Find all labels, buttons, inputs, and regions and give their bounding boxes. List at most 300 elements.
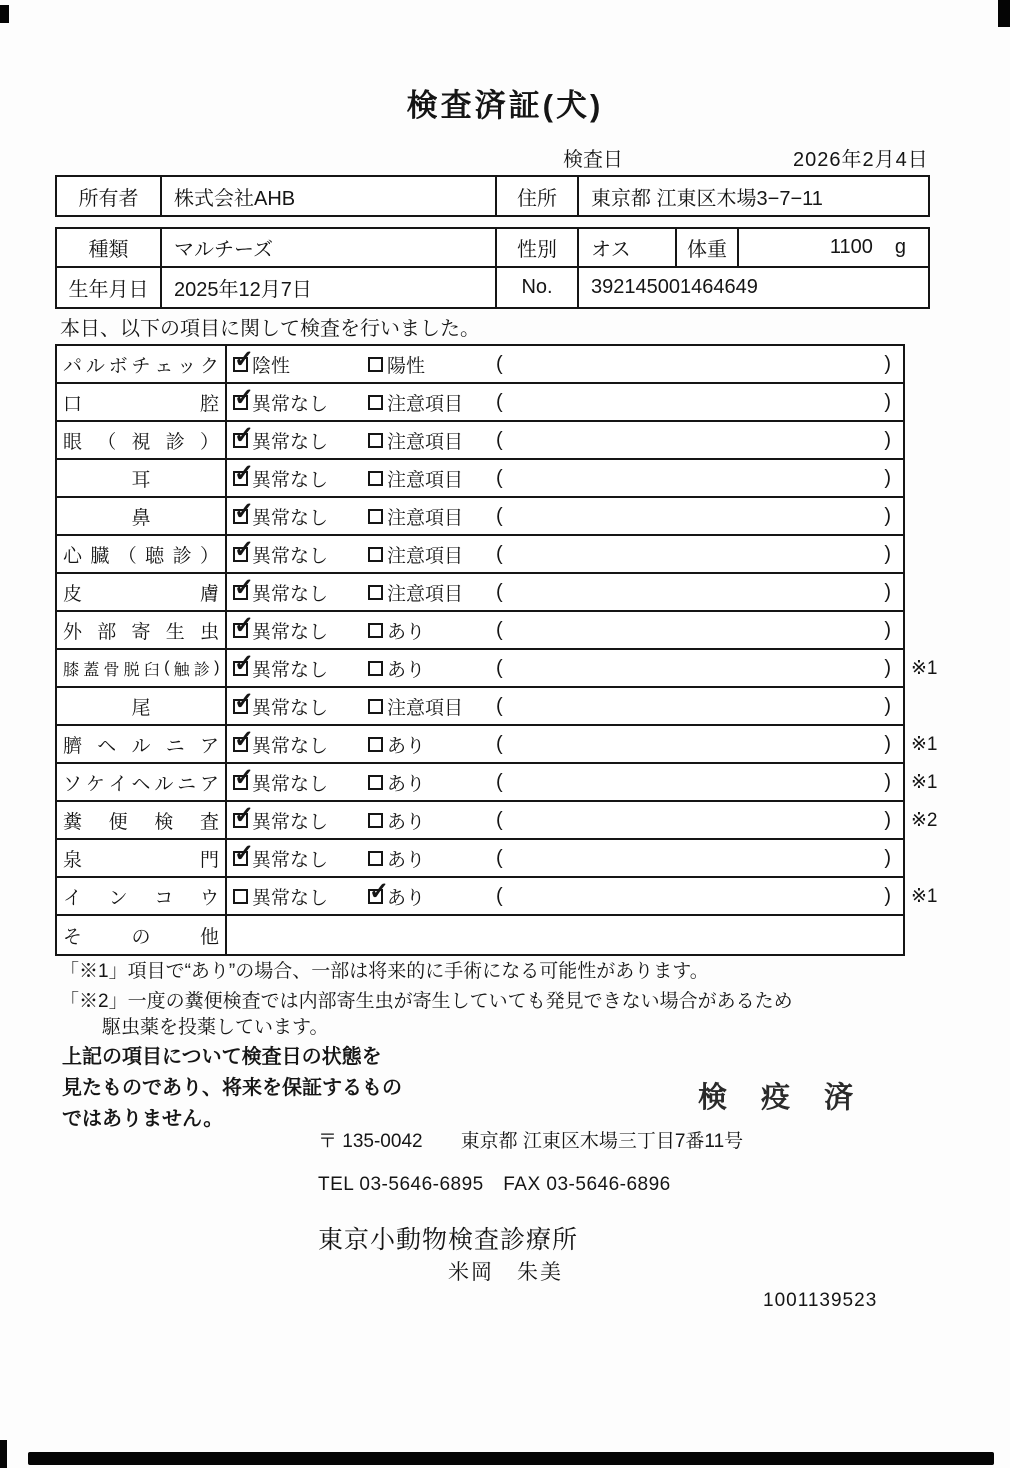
row-content — [227, 536, 903, 572]
row-content — [227, 422, 903, 458]
inspection-table — [55, 344, 938, 956]
row-label — [57, 536, 227, 572]
row-label-char: 膝 — [63, 661, 79, 679]
opt1-label: 異常なし — [252, 545, 329, 567]
row-label-char: 骨 — [103, 661, 119, 679]
weight-value — [739, 229, 928, 266]
breed-value: マルチーズ — [162, 229, 497, 266]
remarks-field — [492, 840, 903, 876]
no-value: 392145001464649 — [591, 276, 758, 298]
close-paren: ) — [884, 618, 891, 641]
opt1-label: 異常なし — [252, 887, 329, 909]
checked-checkbox — [233, 421, 255, 449]
unchecked-checkbox — [368, 585, 383, 600]
disclaimer-line-2: 見たものであり、将来を保証するもの — [62, 1077, 402, 1099]
address-label: 住所 — [497, 177, 579, 215]
check-mark-icon: ✓ — [234, 649, 255, 677]
inspection-date-value: 2026年2月4日 — [793, 149, 929, 171]
row-label-char: チ — [131, 355, 151, 377]
row-label-char: 臍 — [63, 735, 83, 757]
inspection-row — [57, 498, 903, 536]
owner-label: 所有者 — [57, 177, 162, 215]
row-content — [227, 612, 903, 648]
weight-unit: g — [894, 236, 906, 258]
close-paren: ) — [884, 656, 891, 679]
birthdate-label: 生年月日 — [57, 268, 162, 307]
open-paren: ( — [496, 428, 503, 451]
opt1-label: 異常なし — [252, 621, 329, 643]
remarks-field — [492, 498, 903, 534]
opt2-label: 注意項目 — [387, 583, 464, 605]
check-mark-icon: ✓ — [369, 877, 390, 905]
opt1-cell — [227, 840, 362, 876]
close-paren: ) — [884, 542, 891, 565]
row-label-char: 他 — [199, 926, 219, 948]
row-label-char: 門 — [199, 849, 219, 871]
checked-checkbox — [233, 649, 255, 677]
opt1-label: 異常なし — [252, 507, 329, 529]
opt2-label: あり — [387, 887, 426, 909]
opt1-label: 陰性 — [252, 355, 291, 377]
inspection-date-label: 検査日 — [563, 149, 623, 171]
checked-checkbox — [233, 801, 255, 829]
opt1-label: 異常なし — [252, 811, 329, 833]
opt1-cell — [227, 688, 362, 724]
inspection-row — [57, 422, 903, 460]
checked-checkbox — [233, 725, 255, 753]
footnote-2-continued: 駆虫薬を投薬しています。 — [102, 1017, 329, 1038]
row-label-char: 診 — [165, 431, 185, 453]
owner-value: 株式会社AHB — [162, 177, 497, 215]
breed-label: 種類 — [57, 229, 162, 266]
row-label — [57, 384, 227, 420]
unchecked-checkbox — [368, 851, 383, 866]
scan-artifact-top-right — [998, 0, 1010, 27]
opt2-label: あり — [387, 773, 426, 795]
row-label-char: イ — [108, 773, 128, 795]
pet-table — [55, 227, 930, 309]
quarantine-stamp: 検 疫 済 — [698, 1082, 867, 1114]
remarks-field — [492, 574, 903, 610]
document-title: 検査済証(犬) — [406, 88, 604, 123]
row-label-char: 鼻 — [131, 507, 151, 529]
row-label-char: 臓 — [90, 545, 110, 567]
row-label — [57, 574, 227, 610]
row-label-char: ル — [131, 735, 151, 757]
inspection-row — [57, 763, 938, 802]
row-label-char: 触 — [173, 661, 190, 679]
inspection-row — [57, 840, 903, 878]
opt2-label: 注意項目 — [387, 393, 464, 415]
row-label-char: ） — [199, 431, 219, 453]
opt1-cell — [227, 346, 362, 382]
opt2-cell — [362, 536, 492, 572]
row-label-char: ク — [199, 355, 219, 377]
open-paren: ( — [496, 352, 503, 375]
opt2-label: 陽性 — [387, 355, 426, 377]
checked-checkbox — [233, 611, 255, 639]
opt2-cell — [362, 498, 492, 534]
address-value: 東京都 江東区木場3−7−11 — [591, 187, 823, 210]
row-label-char: ェ — [154, 355, 174, 377]
remarks-field — [492, 346, 903, 382]
sex-value: オス — [579, 229, 677, 266]
opt1-cell — [227, 802, 362, 838]
row-label-char: の — [131, 926, 151, 948]
row-label — [57, 422, 227, 458]
row-label-char: 生 — [165, 621, 185, 643]
open-paren: ( — [496, 732, 503, 755]
opt2-label: あり — [387, 849, 426, 871]
row-label-char: 糞 — [63, 811, 83, 833]
intro-text: 本日、以下の項目に関して検査を行いました。 — [60, 318, 480, 340]
unchecked-checkbox — [368, 509, 383, 524]
row-label — [57, 764, 227, 800]
remarks-field — [492, 612, 903, 648]
opt1-cell — [227, 498, 362, 534]
opt1-cell — [227, 460, 362, 496]
row-content — [227, 688, 903, 724]
row-label-char: 査 — [199, 811, 219, 833]
row-label-char: 腔 — [199, 393, 219, 415]
pet-table-row-birth — [57, 268, 928, 307]
row-label-char: 診 — [172, 545, 192, 567]
close-paren: ) — [884, 694, 891, 717]
opt2-cell — [362, 688, 492, 724]
remarks-field — [492, 384, 903, 420]
disclaimer-line-3: ではありません。 — [62, 1108, 224, 1130]
scan-artifact-bottom-left — [0, 1440, 7, 1468]
row-label — [57, 498, 227, 534]
row-label-char: ( — [164, 659, 169, 676]
open-paren: ( — [496, 656, 503, 679]
scan-artifact-top-left — [0, 5, 9, 23]
open-paren: ( — [496, 884, 503, 907]
unchecked-checkbox — [368, 547, 383, 562]
row-label-char: ケ — [85, 773, 105, 795]
row-content — [227, 384, 903, 420]
opt1-label: 異常なし — [252, 735, 329, 757]
footnote-marker: ※1 — [911, 886, 938, 907]
row-label-char: 心 — [63, 545, 83, 567]
check-mark-icon: ✓ — [234, 535, 255, 563]
row-label-char: 耳 — [131, 469, 151, 491]
close-paren: ) — [884, 884, 891, 907]
open-paren: ( — [496, 808, 503, 831]
remarks-field — [492, 460, 903, 496]
checked-checkbox — [233, 535, 255, 563]
serial-number: 1001139523 — [763, 1290, 878, 1311]
inspection-row — [57, 612, 903, 650]
row-label — [57, 346, 227, 382]
opt1-cell — [227, 764, 362, 800]
opt1-label: 異常なし — [252, 393, 329, 415]
remarks-field — [492, 764, 903, 800]
row-label-char: 部 — [97, 621, 117, 643]
opt2-cell — [362, 726, 492, 762]
row-label-char: ボ — [108, 355, 128, 377]
no-label: No. — [497, 268, 579, 307]
open-paren: ( — [496, 846, 503, 869]
check-mark-icon: ✓ — [234, 725, 255, 753]
footnote-2: 「※2」一度の糞便検査では内部寄生虫が寄生していても発見できない場合があるため — [60, 991, 793, 1012]
row-label — [57, 726, 227, 762]
row-content — [227, 764, 903, 800]
close-paren: ) — [884, 808, 891, 831]
weight-number: 1100 — [829, 236, 873, 258]
row-label-char: ヘ — [97, 735, 117, 757]
opt1-label: 異常なし — [252, 773, 329, 795]
checked-checkbox — [233, 763, 255, 791]
row-label-char: 視 — [131, 431, 151, 453]
row-label-char: ル — [154, 773, 174, 795]
tel-fax-line: TEL 03-5646-6895 FAX 03-5646-6896 — [318, 1174, 671, 1195]
opt1-cell — [227, 536, 362, 572]
opt1-cell — [227, 384, 362, 420]
row-label-char: 検 — [154, 811, 174, 833]
check-mark-icon: ✓ — [234, 421, 255, 449]
inspection-row — [57, 536, 903, 574]
opt2-cell — [362, 764, 492, 800]
remarks-field — [492, 688, 903, 724]
opt2-cell — [362, 802, 492, 838]
row-label-char: コ — [154, 887, 174, 909]
inspection-row — [57, 460, 903, 498]
opt2-label: 注意項目 — [387, 431, 464, 453]
inspection-row — [57, 916, 903, 954]
row-label-char: ア — [199, 735, 219, 757]
open-paren: ( — [496, 618, 503, 641]
unchecked-checkbox — [233, 889, 248, 904]
open-paren: ( — [496, 504, 503, 527]
row-label — [57, 916, 227, 954]
remarks-field — [492, 536, 903, 572]
footnote-marker: ※1 — [911, 772, 938, 793]
row-content — [227, 574, 903, 610]
opt2-label: 注意項目 — [387, 697, 464, 719]
check-mark-icon: ✓ — [234, 573, 255, 601]
unchecked-checkbox — [368, 661, 383, 676]
unchecked-checkbox — [368, 737, 383, 752]
row-label — [57, 460, 227, 496]
row-label-char: 眼 — [63, 431, 83, 453]
row-label-char: 尾 — [131, 697, 151, 719]
row-label-char: 診 — [193, 661, 210, 679]
row-label-char: 虫 — [199, 621, 219, 643]
opt2-cell — [362, 650, 492, 686]
check-mark-icon: ✓ — [234, 383, 255, 411]
close-paren: ) — [884, 428, 891, 451]
row-content — [227, 802, 903, 838]
row-content — [227, 726, 903, 762]
opt2-label: 注意項目 — [387, 469, 464, 491]
row-label — [57, 650, 227, 686]
check-mark-icon: ✓ — [234, 839, 255, 867]
footnote-1: 「※1」項目で“あり”の場合、一部は将来的に手術になる可能性があります。 — [60, 961, 709, 982]
close-paren: ) — [884, 504, 891, 527]
row-label — [57, 878, 227, 914]
row-label-char: 寄 — [131, 621, 151, 643]
opt1-cell — [227, 650, 362, 686]
checked-checkbox — [233, 345, 255, 373]
row-label-char: ウ — [199, 887, 219, 909]
inspection-row — [57, 725, 938, 764]
opt1-cell — [227, 726, 362, 762]
row-content — [227, 916, 903, 954]
unchecked-checkbox — [368, 623, 383, 638]
row-label-char: 皮 — [63, 583, 83, 605]
clinic-name: 東京小動物検査診療所 — [318, 1226, 579, 1254]
check-mark-icon: ✓ — [234, 763, 255, 791]
row-label-char: ヘ — [131, 773, 151, 795]
birthdate-value: 2025年12月7日 — [162, 268, 497, 307]
close-paren: ) — [884, 390, 891, 413]
row-label-char: 蓋 — [83, 661, 99, 679]
row-label — [57, 612, 227, 648]
opt2-cell — [362, 840, 492, 876]
checked-checkbox — [233, 839, 255, 867]
opt2-label: あり — [387, 621, 426, 643]
row-label-char: ) — [214, 659, 219, 676]
close-paren: ) — [884, 732, 891, 755]
opt1-label: 異常なし — [252, 659, 329, 681]
row-label-char: 臼 — [143, 661, 160, 679]
disclaimer-text — [62, 1042, 402, 1135]
clinic-postal-line — [318, 1126, 743, 1153]
remarks-field — [492, 802, 903, 838]
inspection-row — [57, 649, 938, 688]
veterinarian-name: 米岡 朱美 — [448, 1261, 563, 1284]
checked-checkbox — [233, 459, 255, 487]
unchecked-checkbox — [368, 471, 383, 486]
footnote-marker: ※1 — [911, 658, 938, 679]
unchecked-checkbox — [368, 395, 383, 410]
opt1-cell — [227, 878, 362, 914]
close-paren: ) — [884, 466, 891, 489]
remarks-field — [492, 878, 903, 914]
row-label-char: ル — [85, 355, 105, 377]
row-content — [227, 840, 903, 876]
remarks-field — [492, 422, 903, 458]
check-mark-icon: ✓ — [234, 801, 255, 829]
row-content — [227, 498, 903, 534]
disclaimer-line-1: 上記の項目について検査日の状態を — [62, 1046, 382, 1068]
row-label-char: （ — [97, 431, 117, 453]
unchecked-checkbox — [368, 775, 383, 790]
check-mark-icon: ✓ — [234, 611, 255, 639]
row-label — [57, 688, 227, 724]
row-label-char: 脱 — [123, 661, 140, 679]
opt2-label: あり — [387, 659, 426, 681]
inspection-row — [57, 801, 938, 840]
footnote-marker: ※1 — [911, 734, 938, 755]
row-label-char: ッ — [177, 355, 197, 377]
open-paren: ( — [496, 694, 503, 717]
checked-checkbox — [233, 497, 255, 525]
row-label-char: ニ — [177, 773, 197, 795]
row-label-char: 泉 — [63, 849, 83, 871]
open-paren: ( — [496, 390, 503, 413]
check-mark-icon: ✓ — [234, 459, 255, 487]
row-label-char: ア — [199, 773, 219, 795]
inspection-row — [57, 346, 903, 384]
opt2-label: あり — [387, 735, 426, 757]
inspection-row — [57, 877, 938, 916]
open-paren: ( — [496, 770, 503, 793]
postal-code: 〒 135-0042 — [318, 1131, 423, 1152]
open-paren: ( — [496, 542, 503, 565]
row-label-char: 膚 — [199, 583, 219, 605]
opt2-label: 注意項目 — [387, 507, 464, 529]
opt2-cell — [362, 346, 492, 382]
row-label-char: ソ — [63, 773, 83, 795]
inspection-row — [57, 688, 903, 726]
opt1-cell — [227, 574, 362, 610]
inspection-row — [57, 574, 903, 612]
owner-table — [55, 175, 930, 217]
check-mark-icon: ✓ — [234, 687, 255, 715]
row-content — [227, 346, 903, 382]
open-paren: ( — [496, 466, 503, 489]
opt1-label: 異常なし — [252, 697, 329, 719]
inspection-row — [57, 384, 903, 422]
row-content — [227, 460, 903, 496]
row-label — [57, 802, 227, 838]
opt1-label: 異常なし — [252, 583, 329, 605]
check-mark-icon: ✓ — [234, 497, 255, 525]
opt2-label: あり — [387, 811, 426, 833]
row-label-char: そ — [63, 926, 83, 948]
remarks-field — [492, 650, 903, 686]
opt1-cell — [227, 422, 362, 458]
opt2-cell — [362, 574, 492, 610]
row-label-char: 便 — [108, 811, 128, 833]
opt2-cell — [362, 384, 492, 420]
scan-artifact-bottom-bar — [28, 1452, 994, 1465]
unchecked-checkbox — [368, 433, 383, 448]
weight-label: 体重 — [677, 229, 739, 266]
opt1-label: 異常なし — [252, 849, 329, 871]
pet-table-row-breed — [57, 229, 928, 268]
checked-checkbox — [233, 573, 255, 601]
row-label-char: ン — [108, 887, 128, 909]
row-label-char: 外 — [63, 621, 83, 643]
clinic-address: 東京都 江東区木場三丁目7番11号 — [460, 1131, 744, 1152]
row-label-char: 口 — [63, 393, 83, 415]
row-label-char: ） — [199, 545, 219, 567]
checked-checkbox — [233, 383, 255, 411]
row-content — [227, 878, 903, 914]
row-label-char: （ — [117, 545, 137, 567]
row-label-char: イ — [63, 887, 83, 909]
checked-checkbox — [368, 877, 390, 905]
opt2-cell — [362, 612, 492, 648]
unchecked-checkbox — [368, 813, 383, 828]
row-label-char: ニ — [165, 735, 185, 757]
opt2-cell — [362, 878, 492, 914]
row-label — [57, 840, 227, 876]
checked-checkbox — [233, 687, 255, 715]
close-paren: ) — [884, 352, 891, 375]
sex-label: 性別 — [497, 229, 579, 266]
row-label-char: 聴 — [145, 545, 165, 567]
remarks-field — [492, 726, 903, 762]
unchecked-checkbox — [368, 357, 383, 372]
row-label-char: パ — [63, 355, 83, 377]
opt2-label: 注意項目 — [387, 545, 464, 567]
opt2-cell — [362, 460, 492, 496]
opt1-cell — [227, 612, 362, 648]
